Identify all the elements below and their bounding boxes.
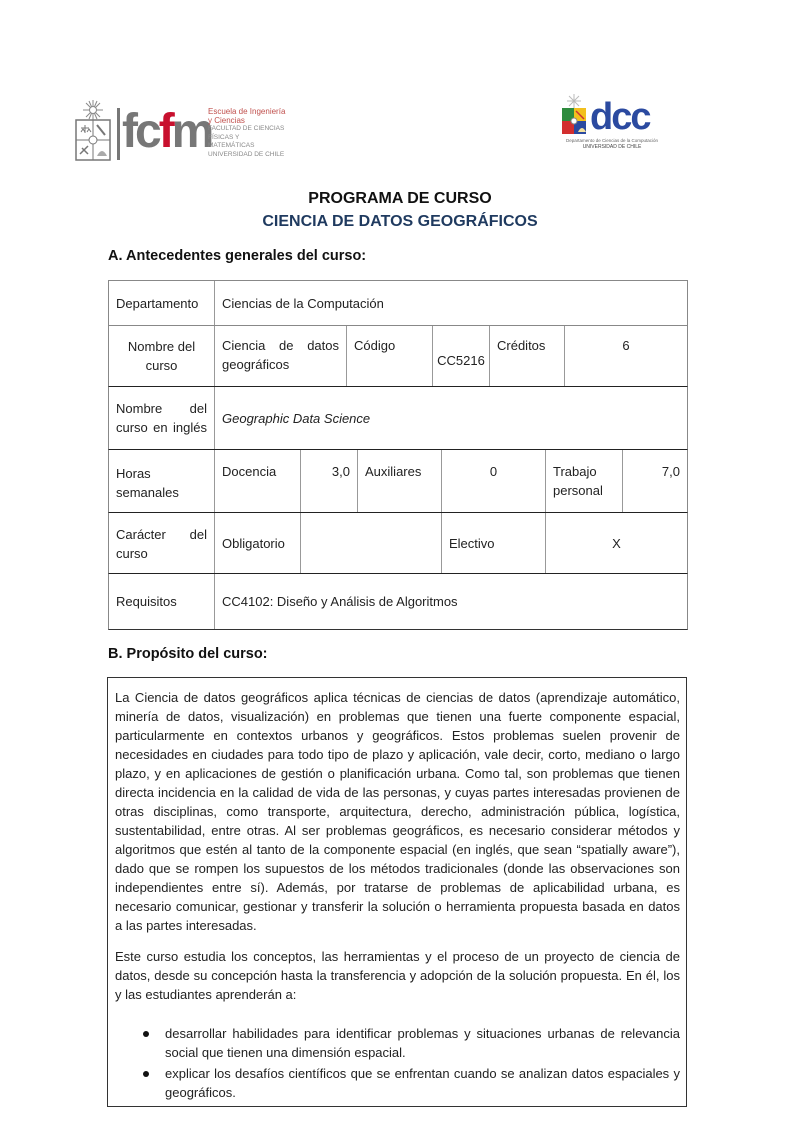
- trabajo-value: 7,0: [622, 450, 687, 512]
- section-a-heading: A. Antecedentes generales del curso:: [108, 248, 367, 264]
- requisitos-value: CC4102: Diseño y Análisis de Algoritmos: [214, 574, 687, 629]
- nombre-ingles-value: Geographic Data Science: [214, 387, 687, 449]
- course-info-table: [108, 280, 688, 630]
- list-item: [115, 1024, 680, 1062]
- fcfm-school-name: Escuela de Ingeniería: [208, 107, 286, 116]
- docencia-value: 3,0: [300, 450, 357, 512]
- dcc-dept-name: Departamento de Ciencias de la Computación: [565, 138, 659, 143]
- purpose-box: [107, 677, 687, 1107]
- dcc-university: UNIVERSIDAD DE CHILE: [582, 144, 642, 150]
- creditos-label: Créditos: [489, 326, 564, 386]
- departamento-label: Departamento: [116, 295, 199, 311]
- nombre-label: Nombre del curso: [127, 339, 196, 373]
- purpose-paragraph: Este curso estudia los conceptos, las herramientas y el proceso de un proyecto de ciencia de datos, desde su concepción hasta la transferencia y adopción de la solución propuesta. En él, los y las estudiantes aprenderán a:: [115, 949, 680, 1002]
- fcfm-faculty-2: FÍSICAS Y MATEMÁTICAS: [208, 133, 255, 149]
- departamento-value: Ciencias de la Computación: [214, 281, 687, 325]
- electivo-label: Electivo: [441, 513, 545, 573]
- fcfm-faculty-1: FACULTAD DE CIENCIAS: [208, 125, 285, 132]
- obligatorio-label: Obligatorio: [214, 513, 300, 573]
- list-item: [115, 1064, 680, 1102]
- course-title: CIENCIA DE DATOS GEOGRÁFICOS: [262, 213, 538, 230]
- codigo-label: Código: [346, 326, 432, 386]
- dcc-logo: [556, 94, 668, 152]
- dcc-wordmark: dcc: [590, 96, 650, 138]
- obligatorio-value: [300, 513, 441, 573]
- purpose-paragraph: La Ciencia de datos geográficos aplica técnicas de ciencias de datos (aprendizaje automático, minería de datos, visualización) en problemas que tienen una fuerte componente espacial, particularmente en contextos urbanos y geográficos. Estos problemas suelen provenir de necesidades en ciudades para todo tipo de plazo y aplicación, vale decir, corto, mediano o largo plazo, y en aplicaciones de gestión o planificación urbana. Como tal, son problemas que tienen directa incidencia en la calidad de vida de las personas, y cuyas partes interesadas provienen de otras disciplinas, como transporte, arquitectura, derecho, administración pública, logística, sustentabilidad, entre otras. Al ser problemas geográficos, es necesario considerar métodos y algoritmos que estén al tanto de la componente espacial (en inglés, que sean “spatially aware”), dado que se rompen los supuestos de los métodos tradicionales (donde las observaciones son independientes entre sí). Además, por tratarse de problemas de aplicabilidad urbana, es necesario comunicar, gestionar y transferir la solución o herramienta propuesta basada en datos a las partes interesadas.: [115, 690, 680, 933]
- electivo-value: X: [545, 513, 687, 573]
- fcfm-wordmark: fcfm: [122, 105, 212, 158]
- table-row-horas: [108, 449, 688, 512]
- trabajo-label: Trabajo personal: [545, 450, 622, 512]
- table-row-departamento: [108, 280, 688, 325]
- bullet-icon: [143, 1031, 149, 1037]
- creditos-value: 6: [564, 326, 687, 386]
- docencia-label: Docencia: [214, 450, 300, 512]
- auxiliares-value: 0: [441, 450, 545, 512]
- bullet-icon: [143, 1071, 149, 1077]
- requisitos-label: Requisitos: [116, 594, 177, 609]
- learning-outcomes-list: [115, 1024, 680, 1102]
- nombre-value: Ciencia de datos geográficos: [214, 326, 346, 386]
- fcfm-school-name-2: y Ciencias: [208, 115, 245, 125]
- table-row-caracter: [108, 512, 688, 573]
- auxiliares-label: Auxiliares: [357, 450, 441, 512]
- nombre-ingles-label-text: Nombre del curso en inglés: [116, 401, 207, 435]
- horas-label: Horas semanales: [116, 466, 179, 500]
- fcfm-text-block: [208, 108, 287, 159]
- caracter-label-text: Carácter del curso: [116, 527, 207, 561]
- caracter-label: [109, 513, 214, 573]
- table-row-requisitos: [108, 573, 688, 630]
- codigo-value: CC5216: [432, 326, 489, 386]
- list-item-text: explicar los desafíos científicos que se enfrentan cuando se analizan datos espaciales y geográficos.: [165, 1066, 680, 1100]
- table-row-nombre-ingles: [108, 386, 688, 449]
- nombre-ingles-label: [109, 387, 214, 449]
- table-row-nombre: [108, 325, 688, 386]
- fcfm-university: UNIVERSIDAD DE CHILE: [208, 150, 285, 158]
- document-title: PROGRAMA DE CURSO: [308, 190, 492, 207]
- fcfm-logo: [72, 98, 287, 164]
- list-item-text: desarrollar habilidades para identificar problemas y situaciones urbanas de relevancia social que tienen una dimensión espacial.: [165, 1026, 680, 1060]
- section-b-heading: B. Propósito del curso:: [108, 646, 268, 662]
